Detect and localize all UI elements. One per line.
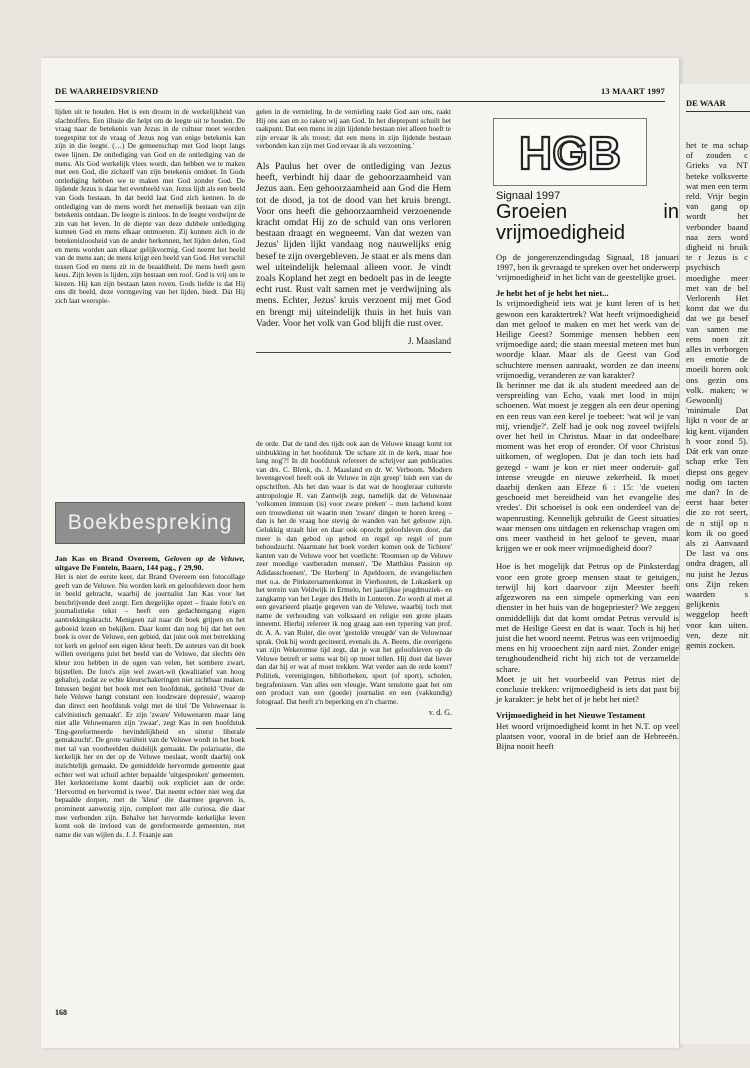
header-rule <box>55 101 665 102</box>
column-2-body: Als Paulus het over de ontlediging van Jezus heeft, verbindt hij daar de gehoorzaamheid van Jezus aan. Een gehoorzaamheid aan God die Hem tot de dood, ja tot de dood van het kruis brengt. Voor ons heeft die gehoorzaamheid verzoenende kracht omdat Hij zo de schuld van ons verloren bestaan draagt en wegneemt. Van dat wezen van Jezus' lijden lijkt vandaag nog nauwelijks enig besef te zijn overgebleven. Je staat er als mens dan wel uiteindelijk helemaal alleen voor. Je vindt zoals Kopland het zegt en bedoelt pas in de leegte echt rust. Rust valt samen met je verdwijning als mens. Echter, Jezus' kruis verzoent mij met God en brengt mij uiteindelijk thuis in het huis van Vader. Voor het volk van God blijft die rust over. <box>256 160 451 329</box>
column-2 <box>256 108 451 353</box>
book-title: Geloven op de Veluwe, <box>164 554 245 563</box>
article-title: Groeien in vrijmoedigheid <box>496 200 679 244</box>
logo-lettering: HGB <box>518 127 622 179</box>
next-page-text: het te ma schap of zouden c Grieks va NT beteke volksverte wat men een term reld. Vrijr begin van gang op wordt het verbonder baand naa zers word digheid ni bruik te r Jezus is c psychisch moedighe meer met van de bel Verlorenh Het komt dat we du dat we ga besef van samen me eens noen zit alles in verborgen en emotie de moeili horen ook ons gezin ons volk. maken; w Gewoonlij 'minimale Dat lijkt n voor de ar kig kent. vijanden h voor zond 5). Dát erk van onze schap erke Ten diepst ons gegev nodig om tacten me dan? In de eerst haar beter die zo rot seert, de n stijl op n kom ik oo goed als zi Aanvaard De last va ons ondra dragen, all nu juist he Jezus ons Zijn reken waarden s gelijkenis weggelop heeft voor kan uiten. ven, deze nit gemis zocken. <box>686 140 748 650</box>
column-2-text: gelen in de vernieling. In de vernieling raakt God aan ons, raakt Hij ons aan en zo raken wij aan God. In het dieptepunt schuilt het raakpunt. Dat een mens in zijn lijdende bestaan niet alleen hoeft te zijn ervaar ik als troost; dat een mens in zijn lijdende bestaan verbonden kan zijn met God ervaar ik als verzoening.' <box>256 107 451 151</box>
running-header <box>55 86 665 100</box>
issue-date: 13 MAART 1997 <box>600 86 665 96</box>
column-1 <box>55 108 245 424</box>
review-column-2 <box>256 440 452 950</box>
article-intro: Op de jongerenzendingsdag Signaal, 18 januari 1997, ben ik gevraagd te spreken over het onderwerp 'vrijmoedigheid' in het licht van de geestelijke groei. <box>496 251 679 282</box>
next-page-rule <box>686 111 750 112</box>
column-1-text: lijden uit te houden. Het is een droom in de werkelijkheid van slachtoffers. Een illusie die helpt om de leegte uit te houden. De vraag naar de betekenis van Jezus in de cultuur moet worden toegespitst tot de vraag of Jezus nog van enige betekenis kan zijn in die leegte. (…) De gemeenschap met God loopt langs twee lijnen. De ontlediging van God en de ontlediging van de mens. Als God werkelijk vlees wordt, dan hebben we te maken met een God, die zichzelf van zijn betekenis ontdoet. In Gods ontlediging hebben we te maken met God zonder God. De lijdende Jezus is daar het evenbeeld van. Jezus lijdt als een beeld van Gods bestaan. In dat beeld laat God zich kennen. In de ontlediging van de mens wordt het menselijk bestaan van zijn betekenis ontdaan. De leegte is zinloos. In de leegte verdwijnt de zin van het leven. In de diepte van deze dubbele ontlediging kunnen God en mens elkaar ontmoeten. Zij kunnen zich in de betekenisloosheid van de ander herkennen, het lijden delen, God en mens worden aan elkaar gelijkvormig. God neemt het beeld van de mens aan; de mens krijgt een beeld van God. Het verschil tussen God en mens zit in de beaaldheid. De mens heeft geen keus. Zijn leven is lijden, zijn bestaan een roof. God is vrij om te kiezen. Hij kan zijn bestaan laten roven. Gods liefde is dat Hij ons dit beeld, deze vormgeving van het lijden, biedt. Dát Hij zich laat weerspie- <box>55 107 245 306</box>
section-banner: Boekbespreking <box>55 502 245 544</box>
review-body-1: Het is niet de eerste keer, dat Brand Overeem een fotocollage geeft van de Veluwe. Nu worden kerk en geloofsleven door hem in beeld gebracht, waarbij de journalist Jan Kas voor het beschrijvende deel zorgt. Een dergelijke opzet – fraaie foto's en journalistieke tekst – heeft een gedachtengang eigen aantrekkingskracht. Menigeen zal naar dit boek grijpen en het geboeid lezen en bekijken. Daar komt dan nog bij dat het een boek is over de Veluwe, een gebied, dat juist ook met betrekking tot kerk en geloof een eigen kleur heeft. De auteurs van dit boek willen overigens juist het beeld van de Veluwe, dat slechts één kleur zou hebben in de ogen van velen, het sombere zwart, bijstellen. De foto's zijn wel zwart-wit (kwalitatief van hoog gehalte), zodat ze echte kleurschakeringen niet zichtbaar maken. Intussen begint het boek met een hoofdstuk, getiteld 'Over de hele Veluwe hangt constant een loodzware depressie', waarop dan direct een hoofdstuk volgt met de titel 'De Veluwenaar is calvinistisch gemaakt'. Er zijn 'zware' Veluwenaren maar lang niet alle Veluwenaren zijn 'zwaar', zegt Kas in een hoofdstuk 'Eng-gereformeerde bevindelijkheid en uiterst liberale gemakzucht'. De grote variëteit van de Veluwe wordt in het boek met tal van voorbeelden duidelijk gemaakt. De polarisatie, die kerkelijk her en der op de Veluwe toeslaat, wordt daarbij ook inzichtelijk gemaakt. De gemiddelde hervormde gemeente gaat echter wel wat schuil achter bepaalde 'uitgesproken' gemeenten. Het kerktoerisme komt daarbij ook expliciet aan de orde: 'Hervormd en hervormd is twee'. Dat neemt echter niet weg dat bepaalde dorpen, met de 'kleur' die daarmee gegeven is, prominent aanwezig zijn, compleet met alle curiosa, die daar mee verbonden zijn. Behalve het hervormde kerkelijke leven komt ook de invloed van de gereformeerde gemeenten, met name die van wijlen ds. J. J. Fraanje aan <box>55 572 245 839</box>
article-paragraph-1: Is vrijmoedigheid iets wat je kunt leren of is het gewoon een karaktertrek? Wat heeft vrijmoedigheid dan met geloof te maken en met het werk van de Heilige Geest? Sommige mensen hebben een vrijmoedige aard; die staan meestal meteen met hun woordje klaar. Maar als de Geest van God schuchtere mensen aanraakt, worden ze dan ineens vrijmoedig, veranderen ze van karakter? <box>496 298 679 380</box>
right-page-edge <box>679 84 750 1044</box>
review-body-2: de orde. Dat de tand des tijds ook aan de Veluwe knaagt komt tot uitdrukking in het hoofdstuk 'De schare zit in de kerk, maar hoe lang nog'?! In dit hoofdstuk refereert de schrijver aan publicaties van drs. C. Blenk, ds. J. Maasland en dr. W. Verboom. 'Modern levensgevoel heeft ook de Veluwe in zijn greep' luidt een van de opschriften. Als het dan waar is dat wat de hoogleraar culturele antropologie R. van Zantwijk zegt, namelijk dat de Veluwnaar 'volkomen immuun (is) voor zware preken' – men lachend komt een trouwdienst uit waarin men 'zware' dingen te horen kreeg – dan is het de vraag hoe stevig de wanden van het gebouw zijn. Gelukkig straalt hier en daar ook oprecht geloofsleven door, dat meer is dan gebod op gebod en regel op regel of pure behoudzucht. Naarmate het boek vordert komen ook de 'lichtere' kanten van de Veluwe voor het voetlicht: 'Roomsen op de Veluwe zeer moedige vastberaden mensen', 'De Matthäus Passion op Adidasschoenen', 'De Herberg' in Apeldoorn, de evangelischen met o.a. de Pinkstersamenkomst in Vierhouten, de Lukaskerk op het terrein van Veldwijk in Ermelo, het jaarlijkse jeugdmuziek- en zangkamp van het Leger des Heils in Lunteren. Zo wordt al met al een gevarieerd plaatje gegeven van de Veluwe, waarbij toch met name de verhouding van volksaard en religie een grote plaats inneemt. Hierbij refereer ik nog graag aan een typering van prof. dr. A. A. van Ruler, die over 'gestolde vreugde' van de Veluwnaar sprak. Ook hij wordt geciteerd, evenals ds. A. Beens, die overigens van zijn Wekeromse tijd zegt, dat je wat het geloofsleven op de Veluwe betreft er soms wat bij op moet tellen. Hij doet dat liever dan dat hij er wat af moet trekken. Wat verder aan de orde komt? Politiek, verenigingen, bibliotheken, sport (of sport), scholen, begrafenissen. Van alles een vleugje. Want tenslotte gaat het om een product van een (goede) journalist en een (vakkundig) fotograaf. Dat heeft z'n beperking en z'n charme. <box>256 439 452 706</box>
book-publisher: uitgave De Fontein, Baarn, 144 pag., ƒ 29,90. <box>55 563 204 572</box>
article-paragraph-4: Moet je uit het voorbeeld van Petrus niet de conclusie trekken: vrijmoedigheid is iets dat past bij je karakter: je hebt het of je hebt het niet? <box>496 673 679 705</box>
book-authors: Jan Kas en Brand Overeem, <box>55 554 160 563</box>
next-page-column <box>686 140 748 650</box>
article-subheading-1: Je hebt het of je hebt het niet... <box>496 288 609 299</box>
page-number: 168 <box>55 1008 67 1017</box>
review-signature: v. d. G. <box>428 708 452 718</box>
article-kicker: Signaal 1997 <box>496 190 561 202</box>
next-page-header: DE WAAR <box>686 98 726 108</box>
review-column-1 <box>55 554 245 959</box>
article-paragraph-2: Ik herinner me dat ik als student meedeed aan de verspreiding van Echo, vaak met lood in mijn schoenen. Wat moest je zeggen als een deur opening en een reus van een kerel je toebeet: 'wat wil je van mij, vriendje?'. Zelf had je ook nog zoveel twijfels over het heil in Christus. Maar in dat ondeelbare moment was het erop of eronder. Of voor Christus uitkomen, of weglopen. Dat je dan toch iets had gezegd - want je kon er niet meer onderuit- gaf intense vreugde en nieuwe zekerheid. Ik moet daarbij denken aan Efeze 6 : 15: 'de voeten geschoeid met bereidheid van het evangelie des vredes'. Dit schoeisel is ook een onderdeel van de wapenrusting. Kennelijk gebruikt de Geest situaties waar mensen ons uitdagen en rekenschap vragen om ons meer vastheid in het geloof te geven, maar krijgen we er ook meer vrijmoedigheid door? <box>496 380 679 554</box>
hgb-logo <box>493 118 647 186</box>
article-paragraph-5: Het woord vrijmoedigheid komt in het N.T. op veel plaatsen voor, vooral in de brief aan de Hebreeën. Bijna nooit heeft <box>496 720 679 751</box>
publication-name: DE WAARHEIDSVRIEND <box>55 86 159 96</box>
article-column <box>496 192 679 751</box>
review-rule <box>256 728 452 729</box>
column-rule <box>256 352 451 353</box>
book-reference <box>55 554 245 572</box>
article-subheading-2: Vrijmoedigheid in het Nieuwe Testament <box>496 710 646 721</box>
left-page <box>41 58 679 1048</box>
author-signature: J. Maasland <box>408 336 451 347</box>
article-paragraph-3: Hoe is het mogelijk dat Petrus op de Pinksterdag voor een grote groep mensen staat te getuigen, terwijl hij kort daarvoor zijn Meester heeft afgezworen na een simpele opmerking van een dienster in het huis van de hogepriester? We zeggen onmiddellijk dat dat komt omdat Petrus vervuld is met de Heilige Geest en dat is waar. Toch is hij het juist die het woord neemt. Petrus was een vrijmoedig mens en hij vrooechent zijn aard niet. Zonder enige terughoudendheid richt hij zich tot de verzamelde schare. <box>496 561 679 674</box>
